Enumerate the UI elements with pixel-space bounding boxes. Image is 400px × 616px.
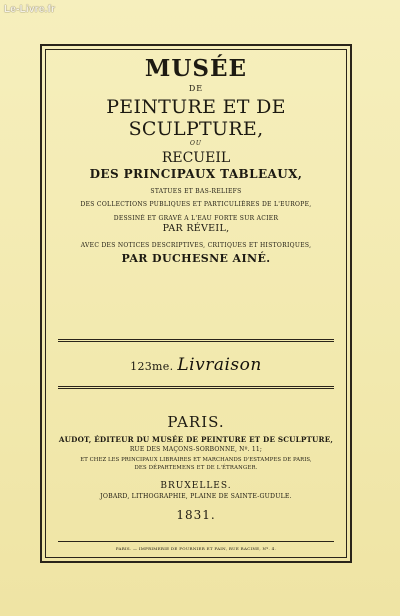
rule-bottom-livraison bbox=[58, 386, 334, 389]
publisher-city: PARIS. bbox=[167, 413, 225, 431]
title-statues: STATUES ET BAS-RELIEFS bbox=[150, 188, 242, 195]
publisher-city-2: BRUXELLES. bbox=[160, 481, 232, 491]
title-recueil: RECUEIL bbox=[161, 150, 231, 166]
title-principaux: DES PRINCIPAUX TABLEAUX, bbox=[89, 167, 303, 181]
watermark: Le-Livre.fr bbox=[4, 4, 56, 15]
title-avec: AVEC DES NOTICES DESCRIPTIVES, CRITIQUES ET HISTORIQUES, bbox=[80, 242, 312, 249]
publisher-jobard: JOBARD, LITHOGRAPHIE, PLAINE DE SAINTE-GUDULE. bbox=[100, 493, 292, 500]
title-musee: MUSÉE bbox=[144, 55, 248, 82]
livraison-line bbox=[48, 355, 344, 377]
livraison-word: Livraison bbox=[177, 355, 262, 375]
title-block bbox=[48, 56, 344, 266]
title-de: DE bbox=[188, 84, 204, 93]
livraison-number: 123me. bbox=[130, 360, 174, 373]
title-duchesne: PAR DUCHESNE AINÉ. bbox=[121, 252, 271, 265]
publisher-booksellers: ET CHEZ LES PRINCIPAUX LIBRAIRES ET MARCHANDS D'ESTAMPES DE PARIS, bbox=[80, 457, 312, 463]
title-collections: DES COLLECTIONS PUBLIQUES ET PARTICULIÈRES DE L'EUROPE, bbox=[80, 201, 312, 208]
publisher-departments: DES DÉPARTEMENS ET DE L'ÉTRANGER. bbox=[134, 465, 258, 471]
rule-top-livraison bbox=[58, 339, 334, 342]
publisher-audot: AUDOT, ÉDITEUR DU MUSÉE DE PEINTURE ET DE SCULPTURE, bbox=[58, 435, 334, 444]
title-ou: OU bbox=[190, 140, 202, 147]
publisher-address: RUE DES MAÇONS-SORBONNE, Nº. 11; bbox=[129, 446, 263, 453]
printer-line: PARIS. — IMPRIMERIE DE FOURNIER ET FAIN, RUE RACINE, Nº. 4. bbox=[115, 546, 277, 551]
title-reveil: PAR RÉVEIL, bbox=[162, 223, 230, 234]
rule-printer bbox=[58, 541, 334, 542]
publisher-block bbox=[48, 413, 344, 523]
publication-year: 1831. bbox=[176, 508, 216, 522]
title-peinture: PEINTURE ET DE SCULPTURE, bbox=[106, 96, 286, 140]
title-dessine: DESSINÉ ET GRAVÉ A L'EAU FORTE SUR ACIER bbox=[113, 215, 279, 222]
